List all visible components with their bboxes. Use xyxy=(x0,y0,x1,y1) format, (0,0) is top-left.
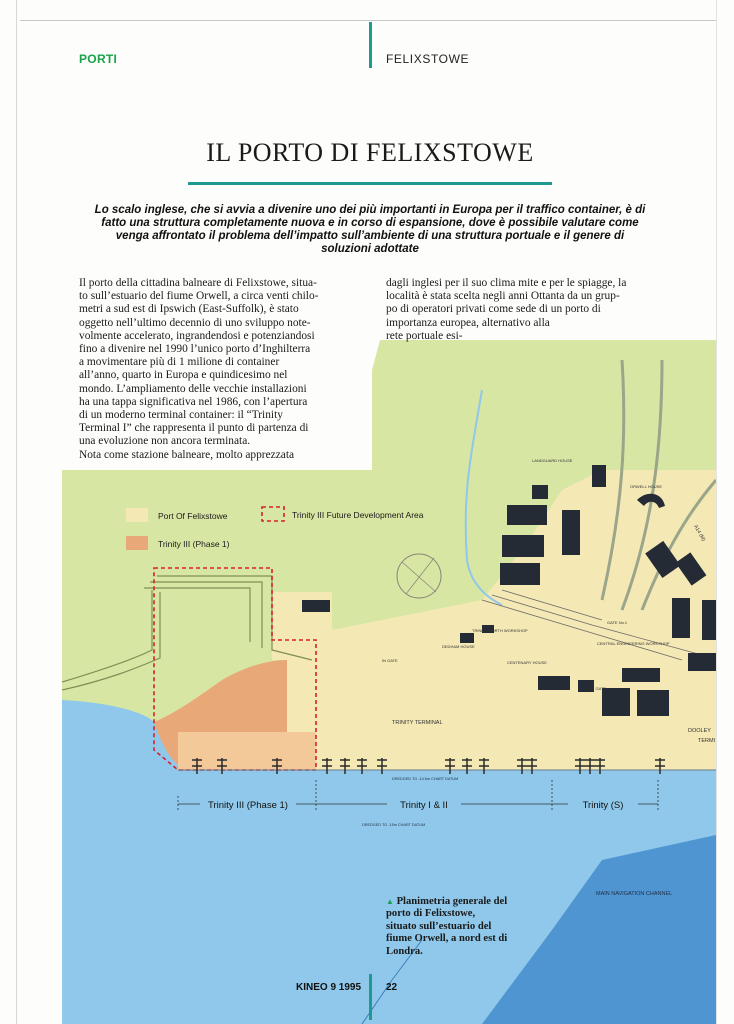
page-left-edge xyxy=(16,0,17,1024)
body-line: di un moderno terminal container: il “Trinity xyxy=(79,409,357,422)
body-column-2 xyxy=(386,277,692,343)
title-underline xyxy=(188,182,552,185)
caption-text: Planimetria generale del porto di Felixstowe, situato sull’estuario del fiume Orwell, a nord est di Londra. xyxy=(386,896,508,957)
footer-magazine: KINEO 9 1995 xyxy=(296,982,362,993)
body-line: ha una tappa significativa nel 1986, con l’apertura xyxy=(79,396,357,409)
body-line: importanza europea, alternativo alla xyxy=(386,316,550,329)
body-line: po di operatori privati come sede di un porto di xyxy=(386,303,601,316)
phase1-quay xyxy=(178,732,316,770)
caption-triangle-icon: ▲ xyxy=(386,897,394,906)
footer-divider xyxy=(369,974,372,1020)
body-line: a movimentare più di 1 milione di container xyxy=(79,356,357,369)
label-out-gate: OUT GATE xyxy=(586,686,607,691)
body-line: metri a sud est di Ipswich (East-Suffolk), è stato xyxy=(79,303,357,316)
article-title: IL PORTO DI FELIXSTOWE xyxy=(206,138,534,167)
label-gate-no1: GATE No.1 xyxy=(607,620,628,625)
label-dredged-1: DREDGED TO -14.5m CHART DATUM xyxy=(392,777,459,781)
body-column-1 xyxy=(79,277,357,462)
label-termi: TERMI xyxy=(698,738,716,744)
header-divider xyxy=(369,22,372,68)
label-dooley: DOOLEY xyxy=(688,728,711,734)
label-centenary: CENTENARY HOUSE xyxy=(507,660,547,665)
body-line: oggetto nell’ultimo decennio di uno sviluppo note- xyxy=(79,317,357,330)
legend-swatch-port xyxy=(126,508,148,522)
body-line: all’anno, quarto in Europa e quindicesimo nel xyxy=(79,369,357,382)
label-road: A14 (M) xyxy=(692,524,707,543)
body-line: Terminal I” che rappresenta il punto di partenza di xyxy=(79,422,357,435)
body-line: mondo. L’ampliamento delle vecchie installazioni xyxy=(79,383,357,396)
page-number: 22 xyxy=(386,982,398,993)
label-trinity-terminal: TRINITY TERMINAL xyxy=(392,720,443,726)
legend-label-phase1: Trinity III (Phase 1) xyxy=(158,539,230,549)
label-central-workshop: CENTRAL ENGINEERING WORKSHOP xyxy=(597,641,670,646)
body-line: Nota come stazione balneare, molto apprezzata xyxy=(79,449,357,462)
label-dredged-2: DREDGED TO -15m CHART DATUM xyxy=(362,823,426,827)
body-line: rete portuale esi- xyxy=(386,329,463,342)
label-orwell: ORWELL HOUSE xyxy=(630,484,663,489)
label-trinity-north: TRINITY NORTH WORKSHOP xyxy=(472,628,528,633)
body-line: to sull’estuario del fiume Orwell, a circa venti chilo- xyxy=(79,290,357,303)
body-line: Il porto della cittadina balneare di Felixstowe, situa- xyxy=(79,277,357,290)
label-in-gate: IN GATE xyxy=(382,658,398,663)
legend-label-port: Port Of Felixstowe xyxy=(158,511,228,521)
map-caption xyxy=(386,896,508,958)
label-dedham: DEDHAM HOUSE xyxy=(442,644,475,649)
segment-label-trinityS: Trinity (S) xyxy=(582,800,624,811)
page-right-edge xyxy=(716,0,717,1024)
top-rule xyxy=(20,20,716,21)
legend-swatch-phase1 xyxy=(126,536,148,550)
location-label: FELIXSTOWE xyxy=(386,52,470,66)
segment-label-trinity12: Trinity I & II xyxy=(400,800,448,811)
body-line: fino a divenire nel 1990 l’unico porto d’Inghilterra xyxy=(79,343,357,356)
segment-label-phase1: Trinity III (Phase 1) xyxy=(208,800,288,811)
legend-label-future: Trinity III Future Development Area xyxy=(292,510,424,520)
body-line: una evoluzione non ancora terminata. xyxy=(79,435,357,448)
article-lead: Lo scalo inglese, che si avvia a divenire uno dei più importanti in Europa per il traffico container, è di fatto una struttura completamente nuova e in corso di espansione, dove è possibile valutare come venga affrontato il problema dell’impatto sull’ambiente di una struttura portuale e il genere di soluzioni adottate xyxy=(94,204,646,255)
body-line: dagli inglesi per il suo clima mite e per le spiagge, la xyxy=(386,277,627,289)
label-main-channel: MAIN NAVIGATION CHANNEL xyxy=(596,891,673,897)
section-label: PORTI xyxy=(79,52,118,66)
body-line: volmente accelerato, ingrandendosi e potenziandosi xyxy=(79,330,357,343)
label-landguard: LANDGUARD HOUSE xyxy=(532,458,573,463)
body-line: località è stata scelta negli anni Ottanta da un grup- xyxy=(386,290,620,303)
